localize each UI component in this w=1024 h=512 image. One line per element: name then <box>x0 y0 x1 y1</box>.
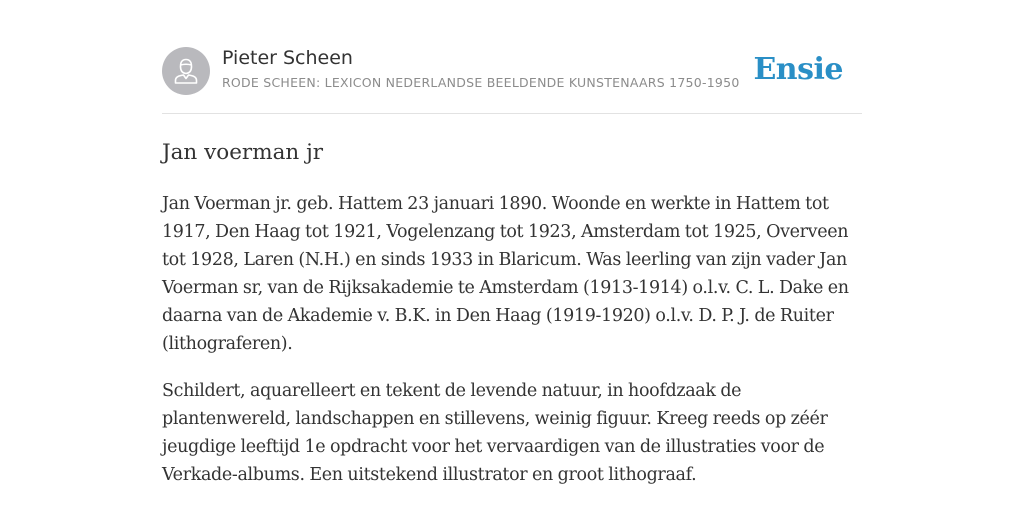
source-title[interactable]: RODE SCHEEN: LEXICON NEDERLANDSE BEELDENDE KUNSTENAARS 1750-1950 <box>222 75 740 90</box>
page-title: Jan voerman jr <box>162 140 324 165</box>
article-body <box>162 190 862 508</box>
user-avatar-icon <box>162 47 210 95</box>
avatar[interactable] <box>162 47 210 95</box>
paragraph: Jan Voerman jr. geb. Hattem 23 januari 1890. Woonde en werkte in Hattem tot 1917, Den Haag tot 1921, Vogelenzang tot 1923, Amsterdam tot 1925, Overveen tot 1928, Laren (N.H.) en sinds 1933 in Blaricum. Was leerling van zijn vader Jan Voerman sr, van de Rijksakademie te Amsterdam (1913-1914) o.l.v. C. L. Dake en daarna van de Akademie v. B.K. in Den Haag (1919-1920) o.l.v. D. P. J. de Ruiter (lithograferen). <box>162 194 849 354</box>
brand-logo[interactable]: Ensie <box>753 52 843 87</box>
header-divider <box>162 113 862 114</box>
paragraph: Schildert, aquarelleert en tekent de levende natuur, in hoofdzaak de plantenwereld, landschappen en stillevens, weinig figuur. Kreeg reeds op zéér jeugdige leeftijd 1e opdracht voor het vervaardigen van de illustraties voor de Verkade-albums. Een uitstekend illustrator en groot lithograaf. <box>162 381 828 485</box>
author-header <box>162 46 862 96</box>
author-name[interactable]: Pieter Scheen <box>222 47 353 69</box>
